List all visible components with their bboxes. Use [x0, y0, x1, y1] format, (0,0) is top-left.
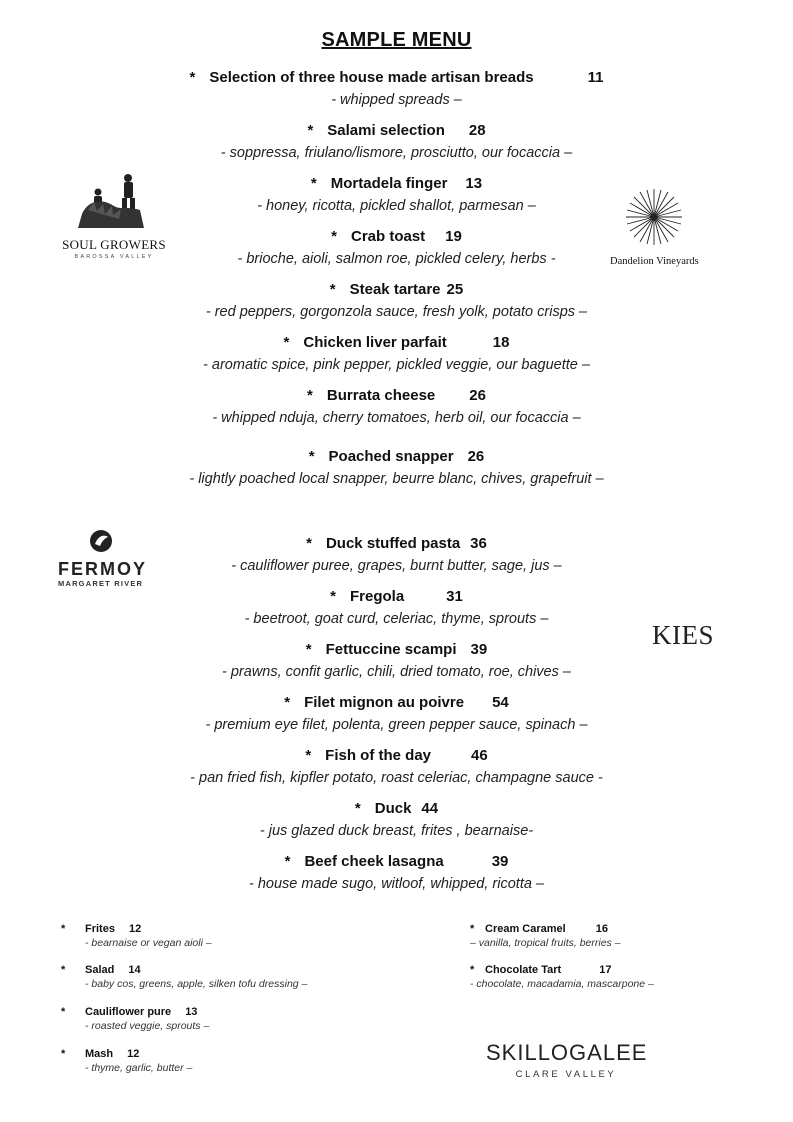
side-description: - thyme, garlic, butter – — [85, 1062, 193, 1074]
menu-item: * Fish of the day 46 - pan fried fish, kipfler potato, roast celeriac, champagne sauce - — [0, 745, 793, 789]
menu-item: * Chicken liver parfait 18 - aromatic spice, pink pepper, pickled veggie, our baguette – — [0, 332, 793, 376]
side-price: 13 — [185, 1006, 198, 1018]
item-description: - lightly poached local snapper, beurre blanc, chives, grapefruit – — [189, 471, 604, 487]
item-price: 54 — [492, 694, 509, 711]
menu-item: * Duck 44 - jus glazed duck breast, frites , bearnaise- — [0, 798, 793, 842]
side-item: * Salad 14 - baby cos, greens, apple, silken tofu dressing – — [61, 963, 421, 992]
item-name: Fregola — [349, 588, 405, 605]
item-price: 26 — [469, 387, 486, 404]
item-price: 18 — [492, 334, 510, 351]
dessert-item: * Cream Caramel 16 – vanilla, tropical fruits, berries – — [470, 922, 770, 951]
menu-item: * Filet mignon au poivre 54 - premium eye filet, polenta, green pepper sauce, spinach – — [0, 692, 793, 736]
side-price: 14 — [128, 964, 141, 976]
side-name: Mash — [85, 1048, 114, 1060]
dandelion-icon — [610, 183, 716, 247]
item-description: - brioche, aioli, salmon roe, pickled celery, herbs - — [237, 251, 556, 267]
item-description: - red peppers, gorgonzola sauce, fresh yolk, potato crisps – — [205, 304, 588, 320]
side-price: 12 — [127, 1048, 140, 1060]
soul-growers-logo — [58, 170, 170, 260]
dessert-name: Chocolate Tart — [485, 964, 562, 976]
side-description: - bearnaise or vegan aioli – — [85, 937, 212, 949]
menu-item: * Poached snapper 26 - lightly poached local snapper, beurre blanc, chives, grapefruit – — [0, 446, 793, 490]
item-price: 13 — [465, 175, 483, 192]
item-price: 39 — [470, 641, 488, 658]
dessert-price: 16 — [595, 923, 608, 935]
item-price: 26 — [467, 448, 485, 465]
logo-name: SKILLOGALEE — [486, 1040, 648, 1065]
menu-item: * Selection of three house made artisan breads 11 - whipped spreads – — [0, 67, 793, 111]
item-price: 25 — [446, 281, 464, 298]
dessert-name: Cream Caramel — [485, 923, 566, 935]
side-price: 12 — [128, 923, 142, 935]
side-description: - baby cos, greens, apple, silken tofu dressing – — [85, 978, 308, 990]
side-description: - roasted veggie, sprouts – — [85, 1020, 210, 1032]
item-description: - aromatic spice, pink pepper, pickled veggie, our baguette – — [203, 357, 590, 373]
item-description: - prawns, confit garlic, chili, dried tomato, roe, chives – — [222, 664, 571, 680]
item-name: Duck stuffed pasta — [325, 535, 461, 552]
fermoy-emblem-icon — [58, 528, 152, 554]
item-price: 19 — [445, 228, 462, 245]
item-name: Poached snapper — [328, 448, 454, 465]
farmers-illustration-icon — [58, 170, 170, 230]
menu-item: * Fettuccine scampi 39 - prawns, confit garlic, chili, dried tomato, roe, chives – — [0, 639, 793, 683]
item-description: - jus glazed duck breast, frites , bearnaise- — [259, 823, 534, 839]
item-name: Steak tartare — [349, 281, 441, 298]
menu-title: SAMPLE MENU — [321, 29, 472, 51]
item-description: - honey, ricotta, pickled shallot, parmesan – — [257, 198, 536, 214]
item-name: Duck — [374, 800, 412, 817]
item-price: 11 — [587, 69, 604, 86]
logo-subtitle: MARGARET RIVER — [58, 579, 144, 588]
dessert-price: 17 — [599, 964, 612, 976]
item-description: - beetroot, goat curd, celeriac, thyme, sprouts – — [244, 611, 549, 627]
item-name: Filet mignon au poivre — [304, 694, 465, 711]
item-name: Crab toast — [350, 228, 426, 245]
item-description: - cauliflower puree, grapes, burnt butter, sage, jus – — [231, 558, 562, 574]
side-name: Cauliflower pure — [85, 1006, 172, 1018]
item-price: 28 — [468, 122, 486, 139]
item-name: Chicken liver parfait — [303, 334, 447, 351]
logo-name: SOUL GROWERS — [62, 237, 166, 252]
side-name: Frites — [85, 923, 115, 935]
item-name: Fish of the day — [325, 747, 431, 764]
menu-item: * Fregola 31 - beetroot, goat curd, celeriac, thyme, sprouts – — [0, 586, 793, 630]
item-description: - whipped spreads – — [331, 92, 462, 108]
skillogalee-logo — [486, 1040, 646, 1090]
item-description: - house made sugo, witloof, whipped, ricotta – — [249, 876, 544, 892]
item-price: 44 — [421, 800, 439, 817]
item-name: Beef cheek lasagna — [304, 853, 444, 870]
kies-logo — [652, 620, 732, 660]
dessert-item: * Chocolate Tart 17 - chocolate, macadamia, mascarpone – — [470, 963, 770, 992]
item-price: 39 — [491, 853, 509, 870]
item-name: Fettuccine scampi — [325, 641, 457, 658]
dandelion-vineyards-logo — [610, 183, 716, 268]
menu-item: * Mortadela finger 13 - honey, ricotta, pickled shallot, parmesan – — [0, 173, 793, 217]
item-description: - whipped nduja, cherry tomatoes, herb oil, our focaccia – — [212, 410, 581, 426]
item-name: Mortadela finger — [330, 175, 448, 192]
menu-item: * Burrata cheese 26 - whipped nduja, cherry tomatoes, herb oil, our focaccia – — [0, 385, 793, 429]
menu-item: * Duck stuffed pasta 36 - cauliflower puree, grapes, burnt butter, sage, jus – — [0, 533, 793, 577]
logo-name: KIES — [652, 620, 714, 650]
logo-subtitle: CLARE VALLEY — [515, 1069, 617, 1080]
logo-name: FERMOY — [58, 559, 148, 579]
fermoy-logo — [58, 528, 152, 588]
menu-item: * Crab toast 19 - brioche, aioli, salmon roe, pickled celery, herbs - — [0, 226, 793, 270]
logo-name: Dandelion Vineyards — [610, 256, 699, 267]
side-item: * Cauliflower pure 13 - roasted veggie, sprouts – — [61, 1005, 421, 1034]
item-name: Salami selection — [327, 122, 445, 139]
logo-subtitle: BAROSSA VALLEY — [74, 254, 154, 260]
item-description: - soppressa, friulano/lismore, prosciutto, our focaccia – — [220, 145, 573, 161]
dessert-description: - chocolate, macadamia, mascarpone – — [470, 978, 654, 990]
item-price: 46 — [471, 747, 488, 764]
item-price: 36 — [470, 535, 487, 552]
side-item: * Mash 12 - thyme, garlic, butter – — [61, 1047, 421, 1076]
item-name: Burrata cheese — [326, 387, 436, 404]
menu-item: * Beef cheek lasagna 39 - house made sugo, witloof, whipped, ricotta – — [0, 851, 793, 895]
menu-item: * Salami selection 28 - soppressa, friulano/lismore, prosciutto, our focaccia – — [0, 120, 793, 164]
side-item: * Frites 12 - bearnaise or vegan aioli – — [61, 922, 421, 951]
menu-item: * Steak tartare 25 - red peppers, gorgonzola sauce, fresh yolk, potato crisps – — [0, 279, 793, 323]
item-name: Selection of three house made artisan breads — [209, 69, 534, 86]
item-price: 31 — [446, 588, 463, 605]
item-description: - premium eye filet, polenta, green pepper sauce, spinach – — [205, 717, 588, 733]
side-name: Salad — [85, 964, 115, 976]
item-description: - pan fried fish, kipfler potato, roast celeriac, champagne sauce - — [190, 770, 603, 786]
dessert-description: – vanilla, tropical fruits, berries – — [470, 937, 621, 949]
